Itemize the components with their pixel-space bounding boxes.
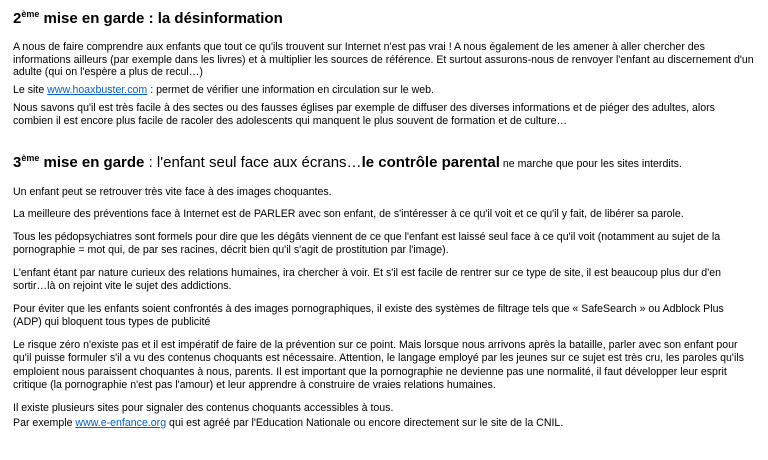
heading-bold-text: le contrôle parental — [361, 153, 500, 171]
heading-text: mise en garde : la désinformation — [39, 10, 283, 27]
paragraph-desinformation-intro: A nous de faire comprendre aux enfants que tout ce qu'ils trouvent sur Internet n'est pas vrai ! A nous également de les amener à aller chercher des informations ailleurs (par exemple dans les livres) et à multiplier les sources de référence. Et surtout assurons-nous de renvoyer l'enfant au discernement d'un adulte (qui on l'espère a plus de recul…) — [13, 41, 754, 79]
heading-number: 2 — [13, 10, 22, 27]
paragraph-parler: La meilleure des préventions face à Internet est de PARLER avec son enfant, de s'intéresser à ce qu'il voit et ce qu'il y fait, de libérer sa parole. — [13, 208, 684, 221]
heading-small-text: ne marche que pour les sites interdits. — [499, 157, 682, 170]
section-controle-parental-body — [13, 186, 754, 431]
heading-bold-text: mise en garde — [39, 153, 145, 171]
paragraph-e-enfance — [13, 417, 754, 431]
paragraph-signaler: Il existe plusieurs sites pour signaler des contenus choquants accessibles à tous. — [13, 401, 394, 414]
paragraph-risque-zero: Le risque zéro n'existe pas et il est impératif de faire de la prévention sur ce point. Mais lorsque nous arrivons après la bataille, parler avec son enfant pour qu'il puisse formuler s'il a vu des contenus choquants est nécessaire. Attention, le langage employé par les jeunes sur ce sujet est très cru, les paroles qu'ils emploient nous paraissent choquantes à nous, parents. Il est important que la pornographie ne devienne pas une normalité, il faut développer leur esprit critique (la pornographie n'est pas l'amour) et leur apprendre à construire de vraies relations humaines. — [13, 338, 744, 392]
heading-superscript: ème — [21, 9, 40, 19]
section-heading-controle-parental — [13, 154, 754, 173]
paragraph-pedopsychiatres: Tous les pédopsychiatres sont formels pour dire que les dégâts viennent de ce que l'enfant est laissé seul face à ce qu'il voit (notamment au sujet de la pornographie = mot qui, de par ses racines, décrit bien qu'il s'agit de prostitution par l'image). — [13, 230, 721, 257]
paragraph-addictions: L'enfant étant par nature curieux des relations humaines, ira chercher à voir. Et s'il est facile de rentrer sur ce type de site, il est beaucoup plus dur d'en sortir…là on rejoint vite le sujet des addictions. — [13, 266, 721, 293]
heading-number: 3 — [13, 153, 22, 171]
paragraph-text: : permet de vérifier une information en circulation sur le web. — [147, 84, 435, 97]
paragraph-sectes: Nous savons qu'il est très facile à des sectes ou des fausses églises par exemple de diffuser des diverses informations et de piéger des adultes, alors combien il est encore plus facile de racoler des adolescents qui manquent le plus souvent de formation et de culture… — [13, 102, 715, 127]
heading-regular-text: : l'enfant seul face aux écrans… — [144, 153, 362, 171]
paragraph-text: Par exemple — [13, 416, 76, 429]
paragraph-filtrage: Pour éviter que les enfants soient confrontés à des images pornographiques, il existe des systèmes de filtrage tels que « SafeSearch » ou Adblock Plus (ADP) qui bloquent tous types de publicité — [13, 302, 724, 329]
e-enfance-link[interactable]: www.e-enfance.org — [75, 416, 167, 429]
paragraph-text: Le site — [13, 84, 48, 97]
paragraph-text: qui est agréé par l'Education Nationale ou encore directement sur le site de la CNIL. — [166, 416, 564, 429]
hoaxbuster-link[interactable]: www.hoaxbuster.com — [47, 84, 148, 97]
paragraph-hoaxbuster — [13, 84, 754, 97]
heading-superscript: ème — [21, 152, 40, 163]
section-heading-desinformation — [13, 10, 754, 28]
section-desinformation-body — [13, 41, 754, 128]
paragraph-images-choquantes: Un enfant peut se retrouver très vite face à des images choquantes. — [13, 185, 332, 198]
